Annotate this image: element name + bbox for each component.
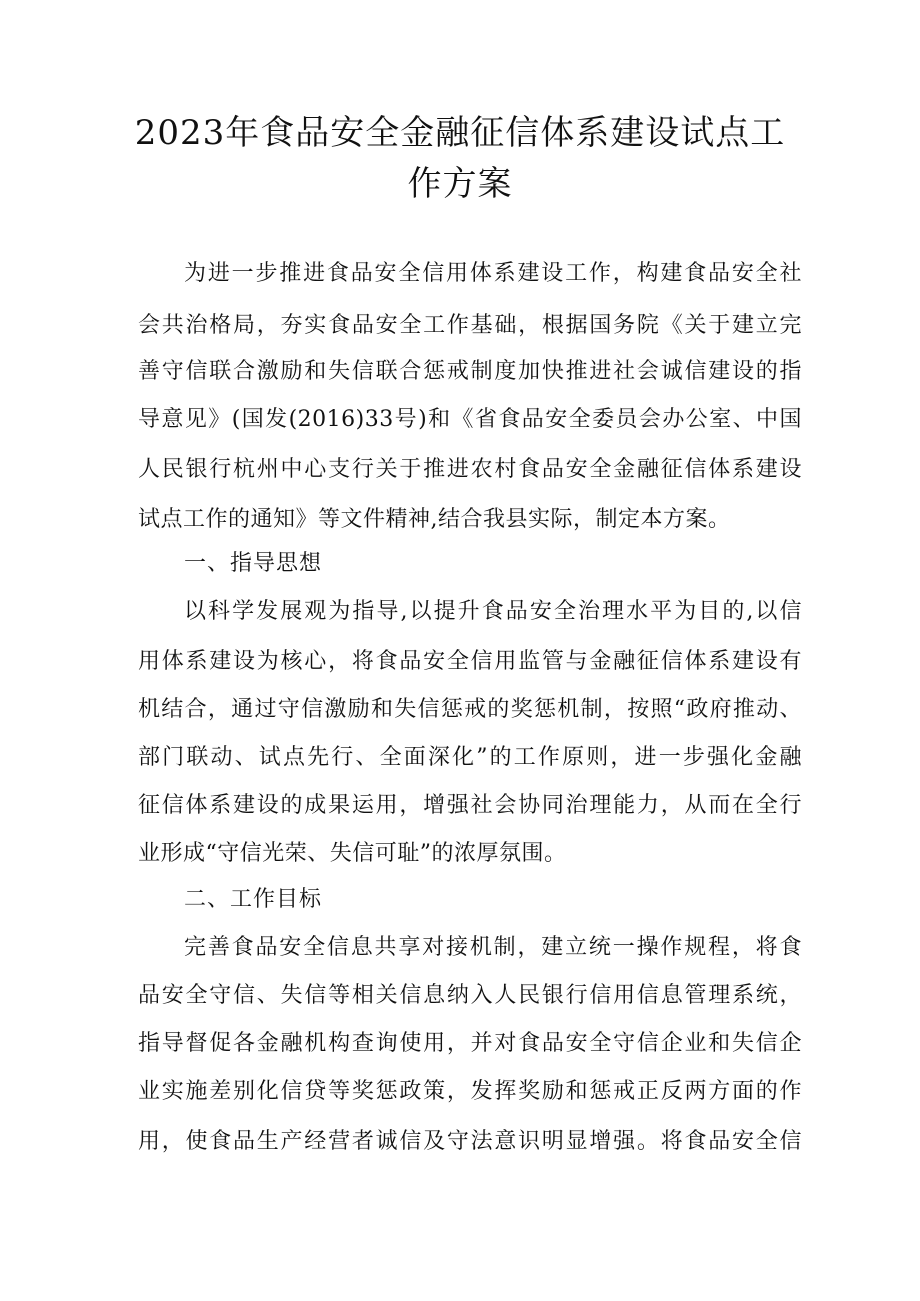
intro-line: 人民银行杭州中心支行关于推进农村食品安全金融征信体系建设: [138, 457, 802, 482]
section2-line: 指导督促各金融机构查询使用，并对食品安全守信企业和失信企: [138, 1031, 802, 1056]
section1-line: 征信体系建设的成果运用，增强社会协同治理能力，从而在全行: [138, 793, 802, 818]
document-title-line-2: 作方案: [407, 164, 513, 204]
section1-line: 部门联动、试点先行、全面深化”的工作原则，进一步强化金融: [138, 745, 802, 770]
section2-line: 品安全守信、失信等相关信息纳入人民银行信用信息管理系统，: [138, 983, 802, 1008]
section-heading-guiding-ideology: 一、指导思想: [184, 551, 323, 576]
section2-line: 完善食品安全信息共享对接机制，建立统一操作规程，将食: [184, 935, 802, 960]
intro-line: 导意见》(国发(2016)33号)和《省食品安全委员会办公室、中国: [138, 407, 802, 432]
section1-line: 以科学发展观为指导,以提升食品安全治理水平为目的,以信: [184, 599, 802, 624]
section2-line: 用，使食品生产经营者诚信及守法意识明显增强。将食品安全信: [138, 1129, 802, 1154]
intro-line: 为进一步推进食品安全信用体系建设工作，构建食品安全社: [184, 261, 802, 286]
section2-line: 业实施差别化信贷等奖惩政策，发挥奖励和惩戒正反两方面的作: [138, 1079, 802, 1104]
section1-line: 业形成“守信光荣、失信可耻”的浓厚氛围。: [138, 841, 567, 866]
intro-line: 试点工作的通知》等文件精神,结合我县实际，制定本方案。: [138, 507, 731, 532]
intro-line: 善守信联合激励和失信联合惩戒制度加快推进社会诚信建设的指: [138, 359, 802, 384]
section1-line: 用体系建设为核心，将食品安全信用监管与金融征信体系建设有: [138, 649, 802, 674]
section1-line: 机结合，通过守信激励和失信惩戒的奖惩机制，按照“政府推动、: [138, 697, 802, 722]
intro-line: 会共治格局，夯实食品安全工作基础，根据国务院《关于建立完: [138, 313, 802, 338]
section-heading-work-objectives: 二、工作目标: [184, 887, 323, 912]
document-title-line-1: 2023年食品安全金融征信体系建设试点工: [134, 113, 786, 153]
